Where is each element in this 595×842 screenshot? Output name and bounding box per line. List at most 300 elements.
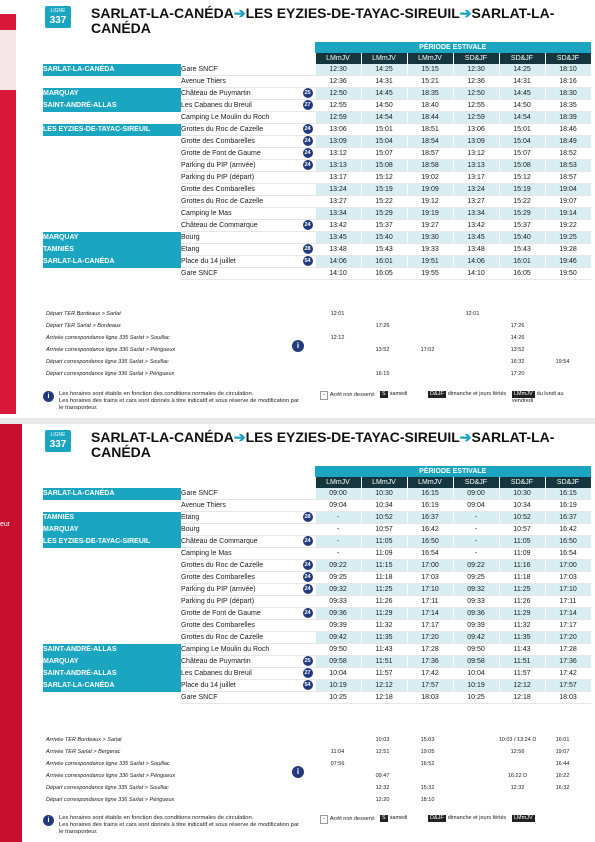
time-cell: 11:51 (361, 656, 407, 668)
time-cell: 17:42 (407, 668, 453, 680)
connection-time (450, 782, 495, 794)
time-cell: 09:32 (453, 584, 499, 596)
connection-time (540, 320, 585, 332)
connection-time: 17:02 (420, 346, 435, 353)
legend-key: LMmJV (514, 391, 533, 397)
stop-name: Etang (181, 246, 200, 253)
town-cell (43, 76, 181, 88)
town-cell (43, 136, 181, 148)
time-cell: 13:27 (453, 196, 499, 208)
time-cell: 10:19 (315, 680, 361, 692)
info-icon: i (292, 766, 304, 778)
stop-cell (181, 244, 315, 256)
connection-time (405, 332, 450, 344)
time-cell: 14:54 (361, 112, 407, 124)
footnote-line: Les horaires sont établis en fonction des conditions normales de circulation. (59, 391, 254, 397)
connection-time (360, 758, 405, 770)
connection-row (43, 758, 585, 770)
day-header: SD&JF (545, 477, 591, 488)
stop-cell (181, 692, 315, 704)
town-cell (43, 160, 181, 172)
connection-line-badge: 24 (304, 150, 311, 156)
time-cell: 19:14 (545, 208, 591, 220)
stop-name: Parking du PIP (arrivée) (181, 162, 256, 169)
table-row (43, 608, 591, 620)
time-cell: 14:31 (499, 76, 545, 88)
title-destination: SARLAT-LA-CANÉDA (91, 5, 555, 36)
time-cell: 19:51 (407, 256, 453, 268)
town-cell: MARQUAY (43, 656, 181, 668)
connection-label: Arrivée correspondance ligne 335 Sarlat > Souillac (46, 760, 170, 767)
connection-line-badge: 24 (304, 610, 311, 616)
stop-cell (181, 656, 315, 668)
time-cell: 15:08 (361, 160, 407, 172)
time-cell: 09:25 (315, 572, 361, 584)
connection-time (450, 320, 495, 332)
table-row (43, 100, 591, 112)
stop-cell (181, 584, 315, 596)
time-cell: 18:49 (545, 136, 591, 148)
period-row (43, 42, 591, 53)
connection-label: Départ TER Sarlat > Bordeaux (46, 322, 121, 329)
town-cell (43, 196, 181, 208)
connection-time (315, 794, 360, 806)
time-cell: 17:36 (545, 656, 591, 668)
stop-name: Camping le Mas (181, 210, 232, 217)
time-cell: 15:40 (499, 232, 545, 244)
connection-row (43, 734, 585, 746)
stop-cell (181, 632, 315, 644)
page-title (91, 6, 571, 36)
connection-time: 12:01 (465, 310, 480, 317)
time-cell: 11:32 (499, 620, 545, 632)
time-cell: 18:03 (407, 692, 453, 704)
stop-name: Grotte de Font de Gaume (181, 150, 261, 157)
time-cell: 13:13 (315, 160, 361, 172)
stop-name: Place du 14 juillet (181, 258, 236, 265)
footnote-text (59, 815, 301, 836)
time-cell: 11:43 (499, 644, 545, 656)
time-cell: 12:36 (453, 76, 499, 88)
stop-name: Place du 14 juillet (181, 682, 236, 689)
connection-label: Arrivée correspondance ligne 336 Sarlat > Périgueux (46, 346, 176, 353)
town-cell: LES EYZIES-DE-TAYAC-SIREUIL (43, 124, 181, 136)
header-spacer (43, 477, 315, 488)
time-cell: 16:05 (499, 268, 545, 280)
time-cell: 10:25 (315, 692, 361, 704)
time-cell: 16:42 (407, 524, 453, 536)
connection-time (540, 332, 585, 344)
connection-time: 09:47 (375, 772, 390, 779)
table-row (43, 524, 591, 536)
line-badge (45, 430, 71, 452)
time-cell: 13:17 (315, 172, 361, 184)
connection-time: 19:54 (555, 358, 570, 365)
legend-key: S (382, 815, 386, 821)
time-cell: 10:34 (499, 500, 545, 512)
connection-time (315, 356, 360, 368)
stop-cell (181, 148, 315, 160)
time-cell: 09:22 (315, 560, 361, 572)
town-cell (43, 620, 181, 632)
connection-time: 12:51 (375, 748, 390, 755)
connection-time: 13:52 (375, 346, 390, 353)
time-cell: 15:07 (499, 148, 545, 160)
legend-key: D&JF (430, 391, 444, 397)
time-cell: 10:57 (361, 524, 407, 536)
time-cell: 16:15 (407, 488, 453, 500)
time-cell: 18:54 (407, 136, 453, 148)
time-cell: 13:34 (453, 208, 499, 220)
town-cell (43, 148, 181, 160)
connection-line-badge: 28 (304, 246, 311, 252)
timetable-grid (43, 42, 591, 280)
time-cell: 11:57 (361, 668, 407, 680)
time-cell: 17:20 (407, 632, 453, 644)
connection-time (450, 794, 495, 806)
stop-cell (181, 536, 315, 548)
town-cell: LES EYZIES-DE-TAYAC-SIREUIL (43, 536, 181, 548)
time-cell: 11:09 (361, 548, 407, 560)
stop-name: Avenue Thiers (181, 502, 226, 509)
stop-cell (181, 488, 315, 500)
time-cell: 18:46 (545, 124, 591, 136)
connection-time: 16:22 (555, 772, 570, 779)
time-cell: 11:26 (499, 596, 545, 608)
stop-name: Avenue Thiers (181, 78, 226, 85)
stop-name: Camping le Mas (181, 550, 232, 557)
table-row (43, 196, 591, 208)
footnote-text (59, 391, 301, 412)
time-cell: 18:53 (545, 160, 591, 172)
legend-item (320, 391, 374, 400)
stop-cell (181, 572, 315, 584)
time-cell: 17:03 (545, 572, 591, 584)
binding-edge (0, 0, 22, 418)
time-cell: 17:57 (545, 680, 591, 692)
connection-time (360, 308, 405, 320)
town-cell (43, 220, 181, 232)
table-row (43, 692, 591, 704)
connection-time: 19:05 (420, 748, 435, 755)
time-cell: 11:09 (499, 548, 545, 560)
town-cell (43, 572, 181, 584)
day-header: LMmJV (407, 477, 453, 488)
time-cell: 19:04 (545, 184, 591, 196)
edge-label: eur (0, 521, 11, 528)
time-cell: 19:46 (545, 256, 591, 268)
time-cell: - (453, 536, 499, 548)
time-cell: 11:16 (499, 560, 545, 572)
legend-text: dimanche et jours fériés (447, 391, 507, 397)
time-cell: 10:04 (315, 668, 361, 680)
header-spacer (43, 466, 315, 477)
connection-time: 13:52 (510, 346, 525, 353)
time-cell: 19:09 (407, 184, 453, 196)
town-cell: SARLAT-LA-CANÉDA (43, 256, 181, 268)
time-cell: 12:18 (361, 692, 407, 704)
connection-row (43, 344, 585, 356)
time-cell: 09:00 (453, 488, 499, 500)
time-cell: 12:59 (315, 112, 361, 124)
table-row (43, 680, 591, 692)
connection-time: 15:32 (420, 784, 435, 791)
time-cell: 09:58 (315, 656, 361, 668)
stop-name: Gare SNCF (181, 66, 218, 73)
connection-time: 14:26 (510, 334, 525, 341)
time-cell: 16:54 (545, 548, 591, 560)
table-row (43, 584, 591, 596)
timetable-top (0, 0, 595, 418)
timetable (43, 42, 591, 280)
time-cell: 19:50 (545, 268, 591, 280)
connection-line-badge: 25 (304, 658, 311, 664)
day-header: LMmJV (315, 53, 361, 64)
table-row (43, 172, 591, 184)
connection-time: 12:20 (375, 796, 390, 803)
timetable-grid (43, 466, 591, 704)
time-cell: 12:30 (453, 64, 499, 76)
time-cell: 15:22 (361, 196, 407, 208)
day-header: LMmJV (315, 477, 361, 488)
stop-name: Bourg (181, 234, 200, 241)
stop-cell (181, 548, 315, 560)
connection-time: 12:32 (510, 784, 525, 791)
connection-time: 17:26 (510, 322, 525, 329)
time-cell: 16:37 (545, 512, 591, 524)
stop-name: Gare SNCF (181, 694, 218, 701)
line-badge-number: 337 (49, 15, 67, 26)
legend-text: dimanche et jours fériés (447, 815, 507, 821)
table-row (43, 536, 591, 548)
stop-name: Grottes du Roc de Cazelle (181, 126, 264, 133)
stop-name: Les Cabanes du Breuil (181, 102, 252, 109)
connection-time (450, 770, 495, 782)
town-cell (43, 560, 181, 572)
legend-item (512, 815, 537, 822)
connection-time: 16:15 (375, 370, 390, 377)
line-badge-label: LIGNE (50, 8, 66, 14)
stop-name: Camping Le Moulin du Roch (181, 114, 270, 121)
table-row (43, 548, 591, 560)
stop-name: Château de Commarque (181, 222, 258, 229)
time-cell: 10:34 (361, 500, 407, 512)
table-row (43, 572, 591, 584)
connection-row (43, 332, 585, 344)
time-cell: 11:05 (361, 536, 407, 548)
connection-time (405, 368, 450, 380)
table-row (43, 668, 591, 680)
legend-key: - (320, 815, 328, 824)
time-cell: 09:58 (453, 656, 499, 668)
time-cell: 11:18 (361, 572, 407, 584)
connection-label: Arrivée TER Bordeaux > Sarlat (46, 736, 122, 743)
time-cell: 15:04 (361, 136, 407, 148)
time-cell: 17:11 (545, 596, 591, 608)
connection-label: Arrivée correspondance ligne 335 Sarlat > Souillac (46, 334, 170, 341)
stop-name: Château de Commarque (181, 538, 258, 545)
day-header: LMmJV (407, 53, 453, 64)
time-cell: 09:36 (315, 608, 361, 620)
time-cell: 18:58 (407, 160, 453, 172)
legend-item (380, 815, 407, 822)
time-cell: 19:12 (407, 196, 453, 208)
connection-time (315, 734, 360, 746)
legend-key: - (320, 391, 328, 400)
day-header: LMmJV (361, 53, 407, 64)
connection-time (315, 320, 360, 332)
stop-name: Grotte des Combarelles (181, 138, 255, 145)
line-badge-label: LIGNE (50, 432, 66, 438)
time-cell: 18:51 (407, 124, 453, 136)
time-cell: 17:11 (407, 596, 453, 608)
connection-row (43, 746, 585, 758)
time-cell: 09:22 (453, 560, 499, 572)
stop-cell (181, 680, 315, 692)
time-cell: - (453, 548, 499, 560)
day-header: SD&JF (499, 53, 545, 64)
time-cell: 11:18 (499, 572, 545, 584)
time-cell: 19:33 (407, 244, 453, 256)
connection-line-badge: 24 (304, 138, 311, 144)
table-row (43, 620, 591, 632)
legend-text: Arrêt non desservi (329, 392, 375, 398)
table-row (43, 500, 591, 512)
table-row (43, 232, 591, 244)
table-row (43, 184, 591, 196)
stop-cell (181, 500, 315, 512)
period-header: PÉRIODE ESTIVALE (315, 466, 591, 477)
connection-time: 16:32 (510, 358, 525, 365)
time-cell: 13:12 (453, 148, 499, 160)
stop-cell (181, 136, 315, 148)
time-cell: 13:42 (453, 220, 499, 232)
time-cell: 09:25 (453, 572, 499, 584)
legend-item (512, 391, 580, 405)
footnote-line: Les horaires des trains et cars sont donnés à titre indicatif et sous réserve de modification par le transporteur. (59, 398, 300, 411)
connection-time: 11:04 (330, 748, 345, 755)
connection-row (43, 782, 585, 794)
connection-row (43, 320, 585, 332)
connections-table (43, 734, 585, 806)
time-cell: 12:18 (499, 692, 545, 704)
time-cell: 15:40 (361, 232, 407, 244)
town-cell: SARLAT-LA-CANÉDA (43, 488, 181, 500)
binding-edge (0, 424, 22, 842)
legend-item (380, 391, 407, 398)
stop-cell (181, 172, 315, 184)
time-cell: 14:06 (315, 256, 361, 268)
time-cell: 11:51 (499, 656, 545, 668)
time-cell: 18:35 (545, 100, 591, 112)
time-cell: 13:45 (315, 232, 361, 244)
time-cell: 16:42 (545, 524, 591, 536)
town-cell (43, 548, 181, 560)
time-cell: 11:05 (499, 536, 545, 548)
info-icon: i (292, 340, 304, 352)
connection-line-badge: 24 (304, 574, 311, 580)
stop-cell (181, 196, 315, 208)
connection-row (43, 794, 585, 806)
stop-cell (181, 668, 315, 680)
day-header: SD&JF (453, 53, 499, 64)
connection-time: 10:03 (375, 736, 390, 743)
connection-time (450, 758, 495, 770)
time-cell: 17:20 (545, 632, 591, 644)
day-header: SD&JF (499, 477, 545, 488)
connection-line-badge: 24 (304, 126, 311, 132)
connection-time (540, 368, 585, 380)
stop-cell (181, 100, 315, 112)
legend-item (428, 815, 506, 822)
stop-name: Grottes du Roc de Cazelle (181, 562, 264, 569)
stop-cell (181, 232, 315, 244)
stop-name: Grottes du Roc de Cazelle (181, 198, 264, 205)
connections (43, 308, 585, 380)
time-cell: 14:50 (499, 100, 545, 112)
connection-time (495, 794, 540, 806)
time-cell: 14:54 (499, 112, 545, 124)
time-cell: 13:24 (453, 184, 499, 196)
town-cell: MARQUAY (43, 88, 181, 100)
connection-time (315, 344, 360, 356)
time-cell: 13:13 (453, 160, 499, 172)
stop-name: Grottes du Roc de Cazelle (181, 634, 264, 641)
legend-key: LMmJV (514, 815, 533, 821)
town-cell (43, 268, 181, 280)
time-cell: 15:21 (407, 76, 453, 88)
time-cell: 19:22 (545, 220, 591, 232)
time-cell: 10:04 (453, 668, 499, 680)
time-cell: 19:19 (407, 208, 453, 220)
connection-time (540, 308, 585, 320)
time-cell: 11:26 (361, 596, 407, 608)
stop-cell (181, 208, 315, 220)
page-title (91, 430, 571, 460)
town-cell: SARLAT-LA-CANÉDA (43, 64, 181, 76)
time-cell: 17:42 (545, 668, 591, 680)
time-cell: 13:24 (315, 184, 361, 196)
stop-name: Gare SNCF (181, 490, 218, 497)
connections-table (43, 308, 585, 380)
connection-line-badge: 24 (304, 538, 311, 544)
time-cell: 11:25 (499, 584, 545, 596)
time-cell: 15:29 (499, 208, 545, 220)
stop-cell (181, 608, 315, 620)
time-cell: 10:30 (361, 488, 407, 500)
table-row (43, 644, 591, 656)
stop-name: Grotte des Combarelles (181, 574, 255, 581)
stop-name: Parking du PIP (départ) (181, 598, 255, 605)
time-cell: 15:12 (361, 172, 407, 184)
timetable (43, 466, 591, 704)
town-cell: SAINT-ANDRÉ-ALLAS (43, 644, 181, 656)
period-header: PÉRIODE ESTIVALE (315, 42, 591, 53)
time-cell: 12:55 (453, 100, 499, 112)
connection-time: 16:32 (555, 784, 570, 791)
time-cell: 18:03 (545, 692, 591, 704)
connection-line-badge: 54 (304, 682, 311, 688)
stop-name: Grotte des Combarelles (181, 186, 255, 193)
title-via: LES EYZIES-DE-TAYAC-SIREUIL (245, 429, 460, 445)
table-row (43, 88, 591, 100)
time-cell: 11:35 (499, 632, 545, 644)
stop-cell (181, 64, 315, 76)
town-cell (43, 172, 181, 184)
time-cell: 15:12 (499, 172, 545, 184)
table-row (43, 220, 591, 232)
table-row (43, 560, 591, 572)
